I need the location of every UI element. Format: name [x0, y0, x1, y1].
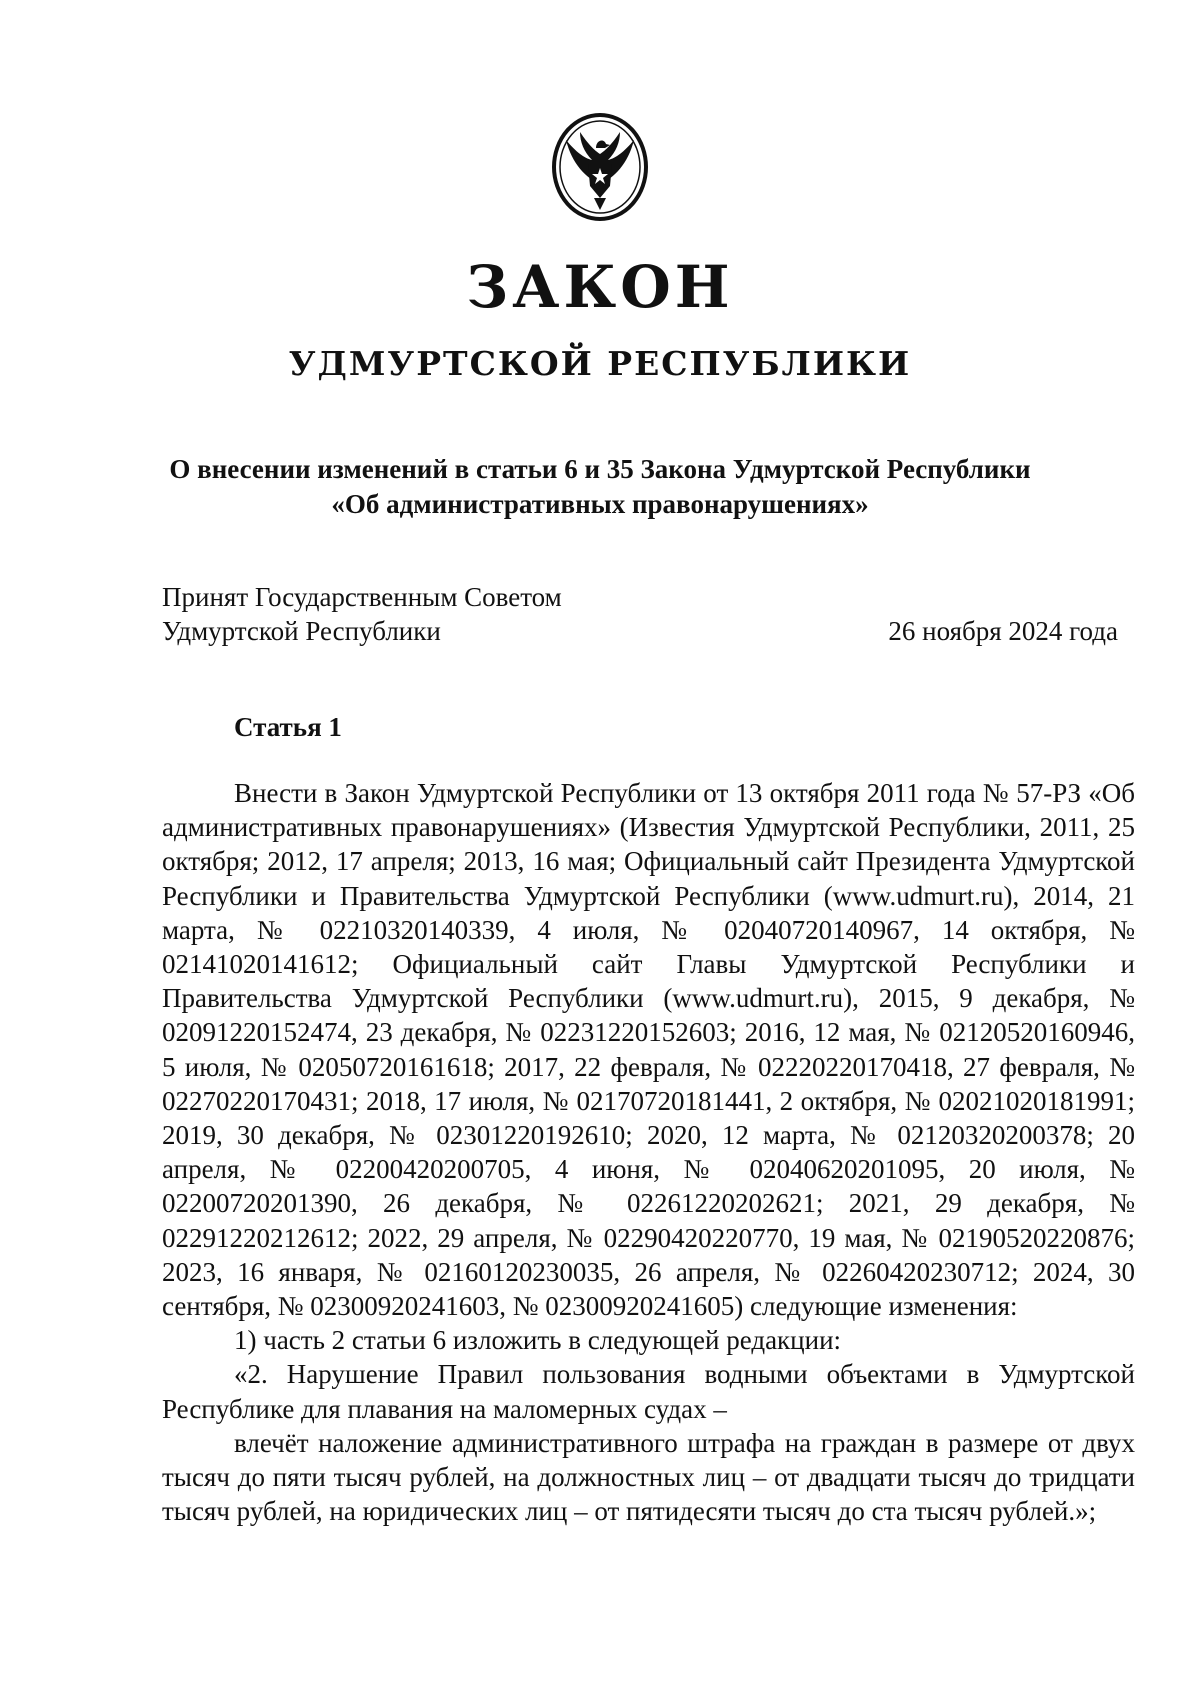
adoption-line-1: Принят Государственным Советом	[162, 582, 562, 612]
article-1-heading: Статья 1	[234, 712, 342, 742]
adoption-statement	[162, 580, 562, 648]
coat-of-arms-emblem	[550, 112, 650, 222]
article-1-body	[162, 776, 1135, 1528]
article-paragraph: «2. Нарушение Правил пользования водными объектами в Удмуртской Республике для плавания на маломерных судах –	[162, 1359, 1135, 1424]
article-paragraph: влечёт наложение административного штрафа на граждан в размере от двух тысяч до пяти тысяч рублей, на должностных лиц – от двадцати тысяч до тридцати тысяч рублей, на юридических лиц – от пятидесяти тысяч до ста тысяч рублей.»;	[162, 1427, 1135, 1527]
adoption-date: 26 ноября 2024 года	[888, 616, 1118, 646]
adoption-line-2: Удмуртской Республики	[162, 616, 441, 646]
law-name-line-1: О внесении изменений в статьи 6 и 35 Закона Удмуртской Республики	[169, 454, 1031, 484]
document-subtitle: УДМУРТСКОЙ РЕСПУБЛИКИ	[288, 344, 912, 383]
article-paragraph: 1) часть 2 статьи 6 изложить в следующей редакции:	[234, 1325, 842, 1356]
law-name	[0, 452, 1200, 522]
article-paragraph: Внести в Закон Удмуртской Республики от 13 октября 2011 года № 57-РЗ «Об административных правонарушениях» (Известия Удмуртской Республики, 2011, 25 октября; 2012, 17 апреля; 2013, 16 мая; Официальный сайт Президента Удмуртской Республики и Правительства Удмуртской Республики (www.udmurt.ru), 2014, 21 марта, № 02210320140339, 4 июля, № 02040720140967, 14 октября, № 02141020141612; Официальный сайт Главы Удмуртской Республики и Правительства Удмуртской Республики (www.udmurt.ru), 2015, 9 декабря, № 02091220152474, 23 декабря, № 02231220152603; 2016, 12 мая, № 02120520160946, 5 июля, № 02050720161618; 2017, 22 февраля, № 02220220170418, 27 февраля, № 02270220170431; 2018, 17 июля, № 02170720181441, 2 октября, № 02021020181991; 2019, 30 декабря, № 02301220192610; 2020, 12 марта, № 02120320200378; 20 апреля, № 02200420200705, 4 июня, № 02040620201095, 20 июля, № 02200720201390, 26 декабря, № 02261220202621; 2021, 29 декабря, № 02291220212612; 2022, 29 апреля, № 02290420220770, 19 мая, № 02190520220876; 2023, 16 января, № 02160120230035, 26 апреля, № 02260420230712; 2024, 30 сентября, № 02300920241603, № 02300920241605) следующие изменения:	[162, 778, 1135, 1322]
law-name-line-2: «Об административных правонарушениях»	[331, 489, 869, 519]
document-title: ЗАКОН	[466, 253, 734, 321]
